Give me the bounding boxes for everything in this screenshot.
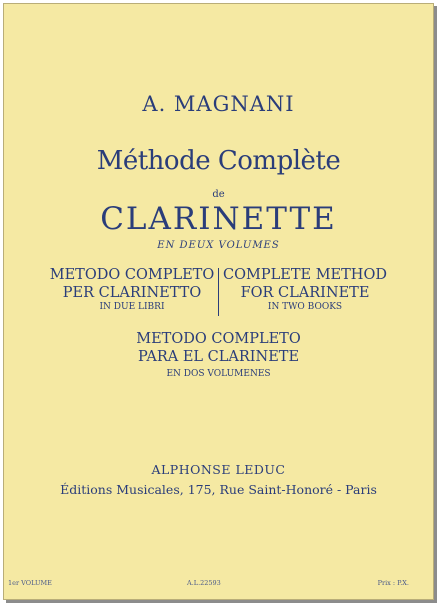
price-label: Prix : P.X.: [377, 579, 409, 587]
italian-line-1: METODO COMPLETO: [49, 267, 215, 283]
title-de: de: [212, 189, 225, 200]
title-main: Méthode Complète: [96, 146, 341, 176]
italian-line-3: IN DUE LIBRI: [99, 302, 165, 312]
title-volumes: EN DEUX VOLUMES: [157, 240, 280, 251]
italian-title-block: [42, 266, 222, 312]
publisher-address: Éditions Musicales, 175, Rue Saint-Honoré - Paris: [60, 482, 377, 497]
italian-line-2: PER CLARINETTO: [62, 285, 202, 301]
title-instrument: CLARINETTE: [100, 201, 337, 237]
english-line-3: IN TWO BOOKS: [267, 302, 343, 312]
composer-name: A. MAGNANI: [142, 92, 295, 116]
english-line-2: FOR CLARINETE: [240, 285, 370, 301]
spanish-line-2: PARA EL CLARINETE: [137, 349, 300, 365]
catalog-number: A.L.22593: [187, 579, 221, 587]
spanish-line-1: METODO COMPLETO: [136, 331, 301, 347]
spanish-line-3: EN DOS VOLUMENES: [166, 369, 271, 379]
volume-label: 1er VOLUME: [8, 579, 52, 587]
publisher-name: ALPHONSE LEDUC: [151, 462, 286, 477]
english-title-block: [215, 266, 395, 312]
score-cover: [3, 3, 434, 600]
english-line-1: COMPLETE METHOD: [223, 267, 387, 283]
